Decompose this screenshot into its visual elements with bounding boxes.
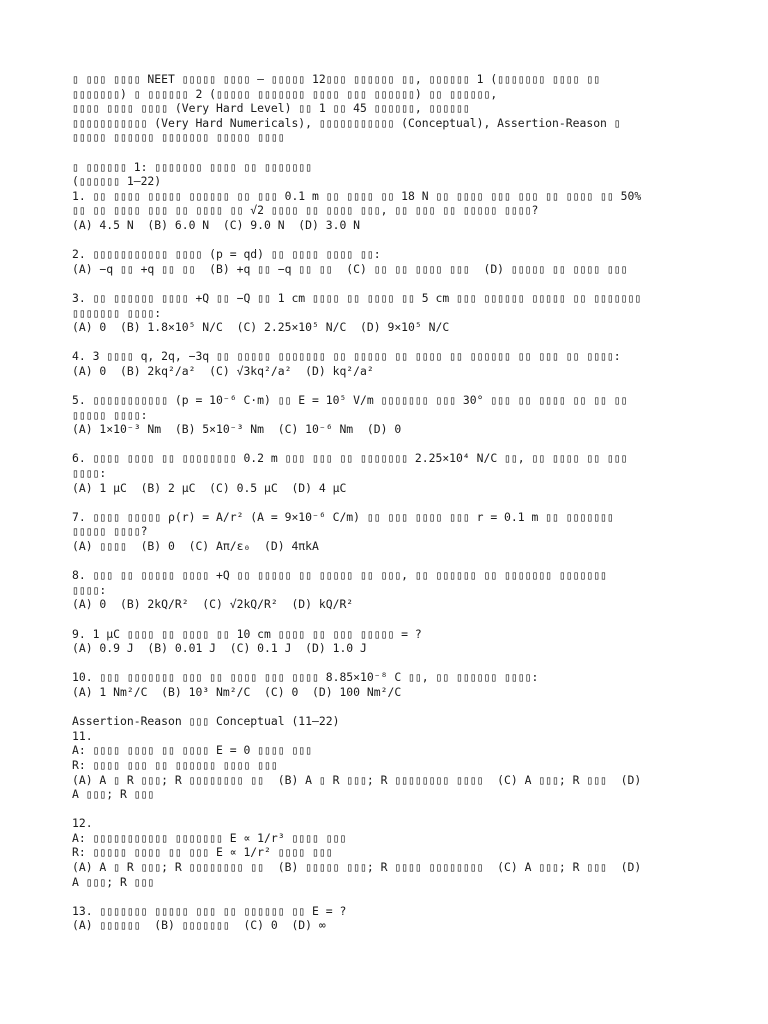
question-line: ▯▯▯▯: <box>72 466 107 481</box>
section-1-heading: ▯ ▯▯▯▯▯▯ 1: ▯▯▯▯▯▯▯ ▯▯▯▯ ▯▯ ▯▯▯▯▯▯▯ <box>72 159 313 174</box>
question-line: 5. ▯▯▯▯▯▯▯▯▯▯▯ (p = 10⁻⁶ C·m) ▯▯ E = 10⁵ V/m ▯▯▯▯▯▯▯ ▯▯▯ 30° ▯▯▯ ▯▯ ▯▯▯▯ ▯▯ ▯▯ ▯▯ <box>72 393 628 408</box>
intro-line: ▯▯▯▯▯▯▯▯▯▯▯ (Very Hard Numericals), ▯▯▯▯▯▯▯▯▯▯▯ (Conceptual), Assertion-Reason ▯ <box>72 115 621 130</box>
question-line: 8. ▯▯▯ ▯▯ ▯▯▯▯▯ ▯▯▯▯ +Q ▯▯ ▯▯▯▯▯ ▯▯ ▯▯▯▯▯ ▯▯ ▯▯▯, ▯▯ ▯▯▯▯▯▯ ▯▯ ▯▯▯▯▯▯▯ ▯▯▯▯▯▯▯ <box>72 568 607 583</box>
question-1 <box>72 189 712 233</box>
question-options: (A) 1×10⁻³ Nm (B) 5×10⁻³ Nm (C) 10⁻⁶ Nm (D) 0 <box>72 422 402 437</box>
question-7 <box>72 510 712 554</box>
assertion-12 <box>72 816 712 889</box>
question-line: ▯▯▯▯▯ ▯▯▯▯? <box>72 524 148 539</box>
assertion-options: (A) A ▯ R ▯▯▯; R ▯▯▯▯▯▯▯▯ ▯▯ (B) A ▯ R ▯▯▯; R ▯▯▯▯▯▯▯▯ ▯▯▯▯ (C) A ▯▯▯; R ▯▯▯ (D) <box>72 772 642 787</box>
question-options: (A) −q ▯▯ +q ▯▯ ▯▯ (B) +q ▯▯ −q ▯▯ ▯▯ (C) ▯▯ ▯▯ ▯▯▯▯ ▯▯▯ (D) ▯▯▯▯▯ ▯▯ ▯▯▯▯ ▯▯▯ <box>72 261 628 276</box>
assertion-11 <box>72 729 712 802</box>
assertion-number: 12. <box>72 816 93 831</box>
question-options: (A) 0.9 J (B) 0.01 J (C) 0.1 J (D) 1.0 J <box>72 641 367 656</box>
question-options: (A) 4.5 N (B) 6.0 N (C) 9.0 N (D) 3.0 N <box>72 217 361 232</box>
assertion-statement: A: ▯▯▯▯ ▯▯▯▯ ▯▯ ▯▯▯▯ E = 0 ▯▯▯▯ ▯▯▯ <box>72 743 313 758</box>
question-5 <box>72 393 712 437</box>
question-options: (A) 1 μC (B) 2 μC (C) 0.5 μC (D) 4 μC <box>72 480 347 495</box>
section-1-range: (▯▯▯▯▯▯ 1–22) <box>72 174 162 189</box>
question-options: (A) 0 (B) 2kQ/R² (C) √2kQ/R² (D) kQ/R² <box>72 597 354 612</box>
question-line: 1. ▯▯ ▯▯▯▯ ▯▯▯▯▯ ▯▯▯▯▯▯ ▯▯ ▯▯▯ 0.1 m ▯▯ ▯▯▯▯ ▯▯ 18 N ▯▯ ▯▯▯▯ ▯▯▯ ▯▯▯ ▯▯ ▯▯▯▯ ▯▯ 50% <box>72 188 642 203</box>
assertion-options: A ▯▯▯; R ▯▯▯ <box>72 787 155 802</box>
assertion-options: A ▯▯▯; R ▯▯▯ <box>72 874 155 889</box>
intro-line: ▯ ▯▯▯ ▯▯▯▯ NEET ▯▯▯▯▯ ▯▯▯▯ – ▯▯▯▯▯ 12▯▯▯ ▯▯▯▯▯▯ ▯▯, ▯▯▯▯▯▯ 1 (▯▯▯▯▯▯▯ ▯▯▯▯ ▯▯ <box>72 72 601 86</box>
question-options: (A) 0 (B) 2kq²/a² (C) √3kq²/a² (D) kq²/a² <box>72 363 374 378</box>
question-line: 4. 3 ▯▯▯▯ q, 2q, −3q ▯▯ ▯▯▯▯▯ ▯▯▯▯▯▯▯ ▯▯ ▯▯▯▯▯ ▯▯ ▯▯▯▯ ▯▯ ▯▯▯▯▯▯ ▯▯ ▯▯▯ ▯▯ ▯▯▯▯: <box>72 349 621 364</box>
question-line: ▯▯▯▯: <box>72 582 107 597</box>
intro-line: ▯▯▯▯▯ ▯▯▯▯▯▯ ▯▯▯▯▯▯▯ ▯▯▯▯▯ ▯▯▯▯ <box>72 130 285 145</box>
question-2 <box>72 247 712 276</box>
question-line: ▯▯▯▯▯▯▯ ▯▯▯▯: <box>72 305 162 320</box>
question-3 <box>72 291 712 335</box>
intro-line: ▯▯▯▯▯▯▯) ▯ ▯▯▯▯▯▯ 2 (▯▯▯▯▯ ▯▯▯▯▯▯▯ ▯▯▯▯ ▯▯▯ ▯▯▯▯▯▯) ▯▯ ▯▯▯▯▯▯, <box>72 86 498 101</box>
section-2-heading: Assertion-Reason ▯▯▯ Conceptual (11–22) <box>72 714 340 729</box>
question-options: (A) 0 (B) 1.8×10⁵ N/C (C) 2.25×10⁵ N/C (D) 9×10⁵ N/C <box>72 320 450 335</box>
reason-statement: R: ▯▯▯▯▯ ▯▯▯▯ ▯▯ ▯▯▯ E ∝ 1/r² ▯▯▯▯ ▯▯▯ <box>72 845 333 860</box>
question-line: 10. ▯▯▯ ▯▯▯▯▯▯▯ ▯▯▯ ▯▯ ▯▯▯▯ ▯▯▯ ▯▯▯▯ 8.85×10⁻⁸ C ▯▯, ▯▯ ▯▯▯▯▯▯ ▯▯▯▯: <box>72 670 539 685</box>
assertion-number: 11. <box>72 728 93 743</box>
question-4 <box>72 349 712 378</box>
question-13 <box>72 904 712 933</box>
question-8 <box>72 568 712 612</box>
question-line: ▯▯ ▯▯ ▯▯▯▯ ▯▯▯ ▯▯ ▯▯▯▯ ▯▯ √2 ▯▯▯▯ ▯▯ ▯▯▯▯ ▯▯▯, ▯▯ ▯▯▯ ▯▯ ▯▯▯▯▯ ▯▯▯▯? <box>72 203 539 218</box>
question-line: 7. ▯▯▯▯ ▯▯▯▯▯ ρ(r) = A/r² (A = 9×10⁻⁶ C/m) ▯▯ ▯▯▯ ▯▯▯▯ ▯▯▯ r = 0.1 m ▯▯ ▯▯▯▯▯▯▯ <box>72 509 614 524</box>
document-page <box>72 72 712 933</box>
question-line: 9. 1 μC ▯▯▯▯ ▯▯ ▯▯▯▯ ▯▯ 10 cm ▯▯▯▯ ▯▯ ▯▯▯ ▯▯▯▯▯ = ? <box>72 626 422 641</box>
assertion-statement: A: ▯▯▯▯▯▯▯▯▯▯▯ ▯▯▯▯▯▯▯ E ∝ 1/r³ ▯▯▯▯ ▯▯▯ <box>72 830 347 845</box>
question-options: (A) ▯▯▯▯▯▯ (B) ▯▯▯▯▯▯▯ (C) 0 (D) ∞ <box>72 918 326 933</box>
question-9 <box>72 627 712 656</box>
question-line: 3. ▯▯ ▯▯▯▯▯▯ ▯▯▯▯ +Q ▯▯ −Q ▯▯ 1 cm ▯▯▯▯ ▯▯ ▯▯▯▯ ▯▯ 5 cm ▯▯▯ ▯▯▯▯▯▯ ▯▯▯▯▯ ▯▯ ▯▯▯▯▯▯▯ <box>72 290 642 305</box>
intro-line: ▯▯▯▯ ▯▯▯▯ ▯▯▯▯ (Very Hard Level) ▯▯ 1 ▯▯ 45 ▯▯▯▯▯▯, ▯▯▯▯▯▯ <box>72 101 470 116</box>
question-options: (A) 1 Nm²/C (B) 10³ Nm²/C (C) 0 (D) 100 Nm²/C <box>72 684 402 699</box>
question-10 <box>72 670 712 699</box>
question-line: 2. ▯▯▯▯▯▯▯▯▯▯▯ ▯▯▯▯ (p = qd) ▯▯ ▯▯▯▯ ▯▯▯▯ ▯▯: <box>72 247 381 262</box>
assertion-options: (A) A ▯ R ▯▯▯; R ▯▯▯▯▯▯▯▯ ▯▯ (B) ▯▯▯▯▯ ▯▯▯; R ▯▯▯▯ ▯▯▯▯▯▯▯▯ (C) A ▯▯▯; R ▯▯▯ (D) <box>72 860 642 875</box>
question-line: ▯▯▯▯▯ ▯▯▯▯: <box>72 407 148 422</box>
intro-block <box>72 72 712 145</box>
question-6 <box>72 451 712 495</box>
question-line: 13. ▯▯▯▯▯▯▯ ▯▯▯▯▯ ▯▯▯ ▯▯ ▯▯▯▯▯▯ ▯▯ E = ? <box>72 903 347 918</box>
reason-statement: R: ▯▯▯▯ ▯▯▯ ▯▯ ▯▯▯▯▯▯ ▯▯▯▯ ▯▯▯ <box>72 757 278 772</box>
question-options: (A) ▯▯▯▯ (B) 0 (C) Aπ/ε₀ (D) 4πkA <box>72 539 319 553</box>
question-line: 6. ▯▯▯▯ ▯▯▯▯ ▯▯ ▯▯▯▯▯▯▯▯ 0.2 m ▯▯▯ ▯▯▯ ▯▯ ▯▯▯▯▯▯▯ 2.25×10⁴ N/C ▯▯, ▯▯ ▯▯▯▯ ▯▯ ▯▯▯ <box>72 451 628 466</box>
